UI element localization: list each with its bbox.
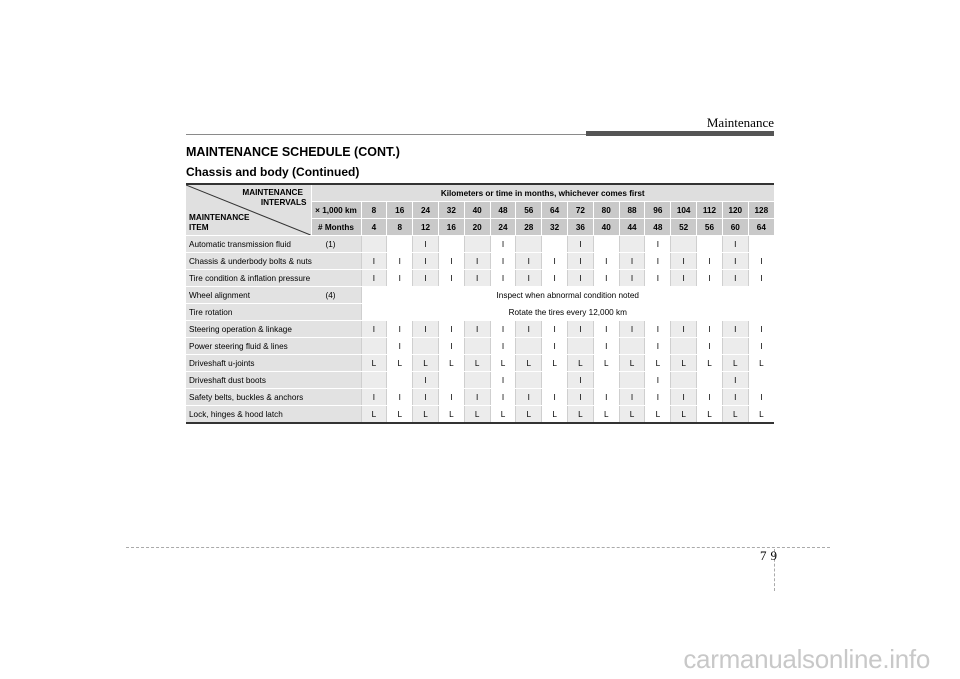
schedule-cell: [568, 338, 594, 355]
km-value: 88: [619, 202, 645, 219]
schedule-cell: [438, 372, 464, 389]
schedule-cell: I: [697, 270, 723, 287]
header-bar: [586, 131, 774, 136]
schedule-cell: [361, 338, 387, 355]
maintenance-item-name: Tire condition & inflation pressure: [189, 273, 311, 283]
km-value: 32: [438, 202, 464, 219]
schedule-cell: I: [568, 389, 594, 406]
schedule-cell: I: [593, 389, 619, 406]
maintenance-item: [186, 338, 361, 355]
table-row: [186, 338, 774, 355]
maintenance-item-name: Lock, hinges & hood latch: [189, 409, 283, 419]
table-row: [186, 270, 774, 287]
schedule-cell: I: [619, 321, 645, 338]
schedule-cell: I: [542, 389, 568, 406]
schedule-cell: [697, 372, 723, 389]
maintenance-item-name: Chassis & underbody bolts & nuts: [189, 256, 312, 266]
schedule-cell: I: [361, 321, 387, 338]
schedule-cell: I: [748, 270, 774, 287]
maintenance-item-name: Safety belts, buckles & anchors: [189, 392, 304, 402]
schedule-cell: [438, 236, 464, 253]
km-value: 24: [413, 202, 439, 219]
corner-intervals-line2: INTERVALS: [260, 198, 307, 207]
schedule-cell: I: [722, 389, 748, 406]
maintenance-item-name: Driveshaft dust boots: [189, 375, 266, 385]
schedule-cell: L: [568, 355, 594, 372]
months-value: 16: [438, 219, 464, 236]
schedule-cell: L: [697, 355, 723, 372]
maintenance-schedule-table: [186, 183, 774, 424]
km-value: 112: [697, 202, 723, 219]
months-value: 48: [645, 219, 671, 236]
schedule-cell: L: [671, 406, 697, 424]
km-label: × 1,000 km: [311, 202, 361, 219]
maintenance-item-name: Power steering fluid & lines: [189, 341, 288, 351]
corner-item-line1: MAINTENANCE: [189, 213, 250, 222]
months-value: 8: [387, 219, 413, 236]
schedule-cell: I: [697, 321, 723, 338]
schedule-cell: [361, 236, 387, 253]
km-value: 128: [748, 202, 774, 219]
km-value: 48: [490, 202, 516, 219]
schedule-cell: I: [748, 389, 774, 406]
schedule-cell: I: [593, 270, 619, 287]
schedule-cell: I: [593, 338, 619, 355]
maintenance-span-note: Inspect when abnormal condition noted: [361, 287, 774, 304]
schedule-cell: I: [387, 338, 413, 355]
months-value: 28: [516, 219, 542, 236]
schedule-cell: [361, 372, 387, 389]
schedule-cell: I: [645, 389, 671, 406]
schedule-cell: I: [568, 372, 594, 389]
schedule-cell: L: [593, 406, 619, 424]
maintenance-item: [186, 321, 361, 338]
schedule-cell: L: [413, 406, 439, 424]
schedule-cell: [413, 338, 439, 355]
schedule-cell: [619, 236, 645, 253]
schedule-cell: L: [748, 355, 774, 372]
schedule-cell: I: [516, 253, 542, 270]
schedule-cell: I: [671, 321, 697, 338]
schedule-cell: [542, 236, 568, 253]
schedule-cell: [697, 236, 723, 253]
page-number: [760, 548, 777, 564]
maintenance-item: [186, 304, 361, 321]
schedule-cell: I: [671, 389, 697, 406]
km-value: 40: [464, 202, 490, 219]
maintenance-item: [186, 406, 361, 424]
schedule-cell: [387, 236, 413, 253]
schedule-cell: [542, 372, 568, 389]
schedule-cell: [619, 372, 645, 389]
km-value: 56: [516, 202, 542, 219]
schedule-cell: I: [568, 270, 594, 287]
months-value: 12: [413, 219, 439, 236]
schedule-cell: [722, 338, 748, 355]
schedule-cell: I: [413, 253, 439, 270]
maintenance-item-name: Tire rotation: [189, 307, 233, 317]
schedule-cell: I: [490, 338, 516, 355]
schedule-cell: I: [516, 270, 542, 287]
schedule-cell: I: [645, 338, 671, 355]
table-row: [186, 372, 774, 389]
months-value: 60: [722, 219, 748, 236]
page-title: MAINTENANCE SCHEDULE (CONT.): [186, 145, 400, 159]
schedule-cell: I: [464, 253, 490, 270]
km-value: 120: [722, 202, 748, 219]
section-name: Maintenance: [706, 115, 774, 130]
corner-intervals-label: [239, 188, 307, 208]
months-value: 64: [748, 219, 774, 236]
schedule-cell: L: [464, 355, 490, 372]
table-corner-header: [186, 184, 311, 236]
schedule-cell: L: [593, 355, 619, 372]
schedule-cell: L: [619, 406, 645, 424]
schedule-cell: L: [361, 355, 387, 372]
schedule-cell: I: [387, 389, 413, 406]
maintenance-item-name: Automatic transmission fluid: [189, 239, 291, 249]
header-rule: [186, 134, 586, 135]
schedule-cell: L: [542, 355, 568, 372]
schedule-cell: I: [464, 389, 490, 406]
chapter-number: 7: [760, 548, 767, 563]
schedule-cell: L: [619, 355, 645, 372]
schedule-cell: I: [722, 236, 748, 253]
schedule-cell: I: [438, 389, 464, 406]
schedule-cell: I: [490, 321, 516, 338]
schedule-cell: I: [619, 253, 645, 270]
schedule-cell: I: [542, 270, 568, 287]
maintenance-item-note: (1): [325, 239, 336, 249]
maintenance-item: [186, 355, 361, 372]
corner-item-line2: ITEM: [189, 223, 209, 232]
schedule-cell: I: [568, 321, 594, 338]
schedule-cell: I: [542, 321, 568, 338]
schedule-cell: I: [593, 253, 619, 270]
schedule-cell: L: [671, 355, 697, 372]
months-value: 44: [619, 219, 645, 236]
km-value: 16: [387, 202, 413, 219]
schedule-cell: I: [645, 372, 671, 389]
schedule-cell: I: [645, 321, 671, 338]
schedule-cell: I: [387, 270, 413, 287]
months-value: 40: [593, 219, 619, 236]
schedule-cell: L: [722, 406, 748, 424]
schedule-cell: L: [413, 355, 439, 372]
schedule-cell: I: [490, 389, 516, 406]
schedule-cell: I: [697, 389, 723, 406]
schedule-cell: I: [542, 338, 568, 355]
intervals-span-header: Kilometers or time in months, whichever comes first: [311, 184, 774, 202]
schedule-cell: [516, 338, 542, 355]
maintenance-item: [186, 253, 361, 270]
months-value: 36: [568, 219, 594, 236]
schedule-cell: L: [516, 406, 542, 424]
schedule-cell: I: [361, 253, 387, 270]
schedule-cell: I: [490, 236, 516, 253]
schedule-cell: [516, 236, 542, 253]
schedule-cell: L: [516, 355, 542, 372]
schedule-cell: L: [568, 406, 594, 424]
schedule-cell: I: [361, 270, 387, 287]
schedule-cell: I: [413, 270, 439, 287]
schedule-cell: [464, 236, 490, 253]
schedule-cell: I: [722, 321, 748, 338]
schedule-cell: I: [387, 253, 413, 270]
months-value: 4: [361, 219, 387, 236]
schedule-cell: I: [671, 253, 697, 270]
schedule-cell: I: [593, 321, 619, 338]
months-value: 52: [671, 219, 697, 236]
schedule-cell: [593, 236, 619, 253]
schedule-cell: [748, 236, 774, 253]
schedule-cell: I: [490, 372, 516, 389]
schedule-cell: I: [568, 253, 594, 270]
schedule-cell: L: [490, 355, 516, 372]
km-value: 72: [568, 202, 594, 219]
maintenance-item: [186, 372, 361, 389]
schedule-cell: L: [722, 355, 748, 372]
km-value: 96: [645, 202, 671, 219]
schedule-cell: [464, 338, 490, 355]
schedule-cell: [516, 372, 542, 389]
schedule-cell: L: [387, 355, 413, 372]
schedule-cell: I: [697, 253, 723, 270]
schedule-cell: [387, 372, 413, 389]
maintenance-item-name: Wheel alignment: [189, 290, 250, 300]
maintenance-item: [186, 236, 361, 253]
maintenance-item-note: (4): [325, 290, 336, 300]
maintenance-item-name: Driveshaft u-joints: [189, 358, 255, 368]
schedule-cell: I: [516, 389, 542, 406]
months-value: 24: [490, 219, 516, 236]
table-row: [186, 253, 774, 270]
schedule-cell: I: [619, 270, 645, 287]
schedule-cell: I: [438, 270, 464, 287]
schedule-cell: L: [387, 406, 413, 424]
schedule-cell: L: [645, 355, 671, 372]
schedule-cell: L: [361, 406, 387, 424]
schedule-cell: I: [748, 321, 774, 338]
schedule-cell: I: [748, 253, 774, 270]
km-value: 8: [361, 202, 387, 219]
maintenance-span-note: Rotate the tires every 12,000 km: [361, 304, 774, 321]
corner-item-label: [189, 213, 250, 233]
schedule-cell: I: [438, 321, 464, 338]
maintenance-item: [186, 270, 361, 287]
schedule-cell: I: [413, 321, 439, 338]
schedule-cell: L: [542, 406, 568, 424]
schedule-cell: I: [645, 236, 671, 253]
corner-intervals-line1: MAINTENANCE: [242, 188, 303, 197]
months-value: 20: [464, 219, 490, 236]
schedule-cell: I: [361, 389, 387, 406]
table-row: [186, 355, 774, 372]
schedule-cell: [671, 236, 697, 253]
schedule-cell: [464, 372, 490, 389]
schedule-cell: I: [438, 338, 464, 355]
schedule-cell: I: [413, 372, 439, 389]
table-row: [186, 304, 774, 321]
maintenance-item-name: Steering operation & linkage: [189, 324, 292, 334]
page-subtitle: Chassis and body (Continued): [186, 165, 360, 179]
schedule-cell: I: [697, 338, 723, 355]
table-row: [186, 287, 774, 304]
schedule-cell: I: [645, 270, 671, 287]
schedule-cell: I: [748, 338, 774, 355]
schedule-cell: I: [671, 270, 697, 287]
schedule-cell: I: [619, 389, 645, 406]
schedule-cell: L: [645, 406, 671, 424]
schedule-cell: L: [490, 406, 516, 424]
months-value: 32: [542, 219, 568, 236]
schedule-cell: I: [464, 321, 490, 338]
schedule-cell: I: [542, 253, 568, 270]
schedule-cell: I: [438, 253, 464, 270]
schedule-cell: L: [438, 355, 464, 372]
schedule-cell: I: [464, 270, 490, 287]
maintenance-item: [186, 287, 361, 304]
schedule-cell: L: [464, 406, 490, 424]
schedule-cell: I: [490, 253, 516, 270]
schedule-cell: I: [490, 270, 516, 287]
header-row-intervals: [186, 184, 774, 202]
maintenance-item: [186, 389, 361, 406]
schedule-cell: L: [438, 406, 464, 424]
km-value: 80: [593, 202, 619, 219]
months-value: 56: [697, 219, 723, 236]
km-value: 64: [542, 202, 568, 219]
schedule-cell: I: [722, 253, 748, 270]
footer-divider: [126, 547, 830, 548]
months-label: # Months: [311, 219, 361, 236]
table-row: [186, 406, 774, 424]
schedule-cell: [748, 372, 774, 389]
schedule-cell: I: [516, 321, 542, 338]
schedule-cell: [619, 338, 645, 355]
table-row: [186, 389, 774, 406]
schedule-cell: I: [387, 321, 413, 338]
schedule-cell: [671, 338, 697, 355]
schedule-cell: [671, 372, 697, 389]
schedule-cell: L: [697, 406, 723, 424]
km-value: 104: [671, 202, 697, 219]
table-row: [186, 236, 774, 253]
schedule-cell: L: [748, 406, 774, 424]
table-row: [186, 321, 774, 338]
schedule-cell: I: [568, 236, 594, 253]
schedule-cell: I: [722, 372, 748, 389]
schedule-cell: I: [413, 236, 439, 253]
schedule-cell: I: [645, 253, 671, 270]
page-number-value: 9: [770, 548, 777, 563]
watermark: carmanualsonline.info: [683, 644, 930, 674]
schedule-cell: I: [413, 389, 439, 406]
schedule-cell: I: [722, 270, 748, 287]
schedule-cell: [593, 372, 619, 389]
